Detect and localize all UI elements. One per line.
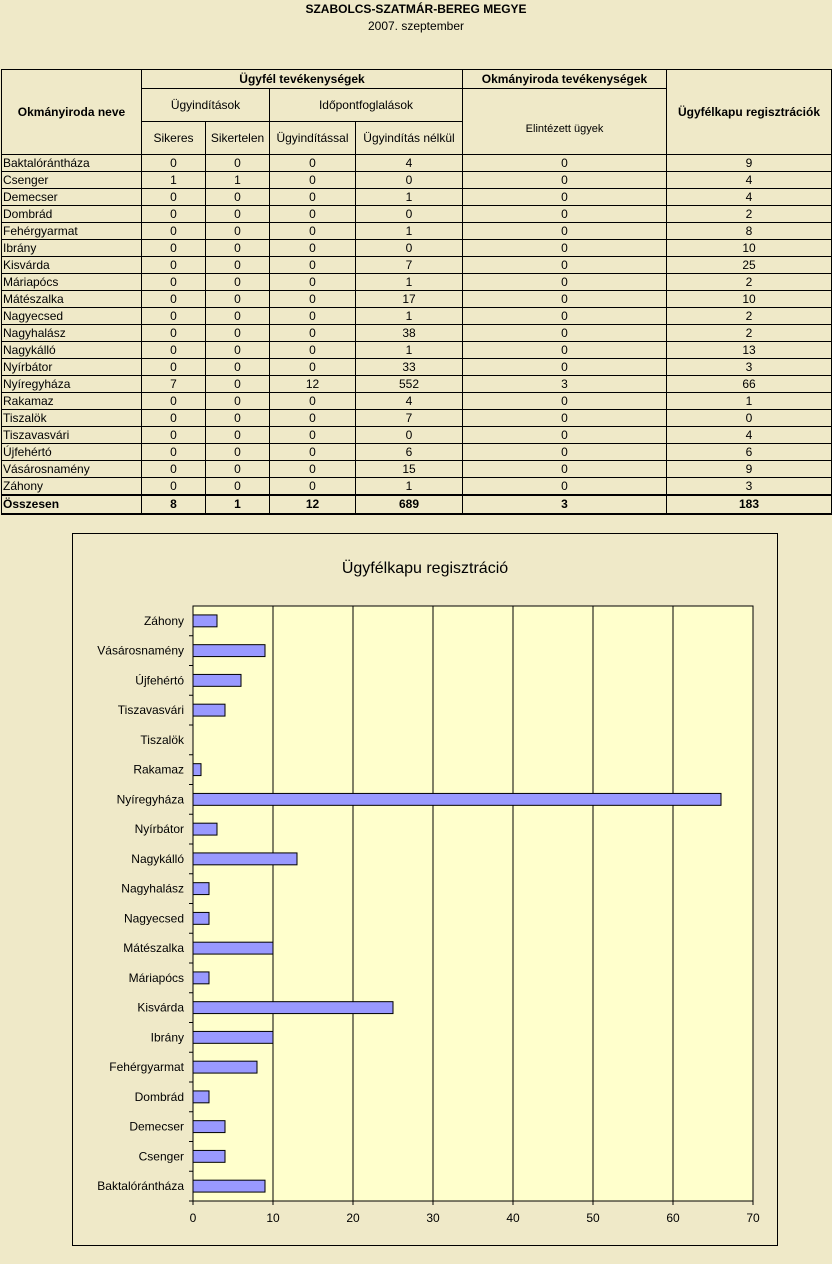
- y-tick-label: Ibrány: [150, 1030, 184, 1045]
- table-row: [2, 291, 832, 308]
- cell-sikertelen: 0: [206, 461, 270, 478]
- cell-elintezett: 0: [463, 206, 667, 223]
- bar: [193, 912, 209, 924]
- y-tick-label: Tiszalök: [140, 732, 184, 747]
- cell-ugyinditas-nelkul: 0: [356, 172, 463, 189]
- row-name: Rakamaz: [2, 393, 142, 410]
- total-cell-ugyinditassal: 12: [270, 495, 356, 514]
- cell-ugyinditas-nelkul: 6: [356, 444, 463, 461]
- cell-ugyfelkapu: 66: [667, 376, 832, 393]
- cell-elintezett: 0: [463, 461, 667, 478]
- col-header-ugyfelkapu: Ügyfélkapu regisztrációk: [667, 70, 832, 155]
- table-row: [2, 274, 832, 291]
- page-title: SZABOLCS-SZATMÁR-BEREG MEGYE: [305, 2, 527, 16]
- table-row: [2, 359, 832, 376]
- cell-ugyfelkapu: 2: [667, 206, 832, 223]
- cell-sikeres: 0: [142, 189, 206, 206]
- cell-elintezett: 0: [463, 274, 667, 291]
- bar: [193, 1180, 265, 1192]
- cell-ugyinditas-nelkul: 0: [356, 240, 463, 257]
- bar: [193, 1091, 209, 1103]
- y-tick-label: Nagyecsed: [123, 911, 184, 926]
- bar: [193, 1150, 225, 1162]
- cell-ugyfelkapu: 6: [667, 444, 832, 461]
- cell-ugyinditassal: 0: [270, 325, 356, 342]
- cell-elintezett: 0: [463, 291, 667, 308]
- bar: [193, 704, 225, 716]
- cell-ugyinditassal: 0: [270, 240, 356, 257]
- cell-elintezett: 0: [463, 223, 667, 240]
- cell-ugyinditas-nelkul: 15: [356, 461, 463, 478]
- cell-sikeres: 0: [142, 478, 206, 496]
- row-name: Fehérgyarmat: [2, 223, 142, 240]
- row-name: Dombrád: [2, 206, 142, 223]
- cell-sikeres: 0: [142, 461, 206, 478]
- cell-sikeres: 0: [142, 325, 206, 342]
- cell-ugyinditas-nelkul: 1: [356, 274, 463, 291]
- total-label: Összesen: [2, 495, 142, 514]
- cell-sikeres: 0: [142, 308, 206, 325]
- x-tick-label: 30: [426, 1211, 440, 1225]
- cell-ugyfelkapu: 8: [667, 223, 832, 240]
- cell-ugyinditas-nelkul: 17: [356, 291, 463, 308]
- bar-chart: [73, 534, 777, 1245]
- table-row: [2, 240, 832, 257]
- cell-ugyinditassal: 0: [270, 206, 356, 223]
- cell-sikeres: 0: [142, 223, 206, 240]
- x-tick-label: 50: [586, 1211, 600, 1225]
- table-row: [2, 478, 832, 496]
- cell-ugyinditassal: 0: [270, 155, 356, 172]
- cell-elintezett: 0: [463, 240, 667, 257]
- cell-ugyinditas-nelkul: 552: [356, 376, 463, 393]
- table-row: [2, 308, 832, 325]
- cell-ugyinditassal: 0: [270, 291, 356, 308]
- x-tick-label: 0: [189, 1211, 197, 1225]
- cell-elintezett: 0: [463, 393, 667, 410]
- cell-sikeres: 0: [142, 359, 206, 376]
- group-header-ugyfel: Ügyfél tevékenységek: [142, 70, 463, 89]
- cell-ugyinditas-nelkul: 7: [356, 410, 463, 427]
- cell-sikeres: 0: [142, 444, 206, 461]
- row-name: Ibrány: [2, 240, 142, 257]
- y-tick-label: Rakamaz: [133, 762, 184, 777]
- y-tick-label: Dombrád: [134, 1089, 184, 1104]
- total-cell-sikeres: 8: [142, 495, 206, 514]
- cell-sikeres: 0: [142, 410, 206, 427]
- cell-ugyfelkapu: 3: [667, 359, 832, 376]
- table-row: [2, 189, 832, 206]
- row-name: Tiszalök: [2, 410, 142, 427]
- cell-ugyfelkapu: 1: [667, 393, 832, 410]
- group-header-okmanyiroda: Okmányiroda tevékenységek: [463, 70, 667, 89]
- page-subtitle: 2007. szeptember: [367, 19, 465, 33]
- cell-sikertelen: 0: [206, 342, 270, 359]
- table-row: [2, 257, 832, 274]
- cell-sikertelen: 0: [206, 240, 270, 257]
- y-tick-label: Mátészalka: [123, 941, 184, 956]
- cell-ugyinditassal: 0: [270, 223, 356, 240]
- bar: [193, 972, 209, 984]
- cell-ugyinditassal: 0: [270, 257, 356, 274]
- row-name: Máriapócs: [2, 274, 142, 291]
- table-row: [2, 376, 832, 393]
- plot-area: [193, 606, 753, 1201]
- cell-ugyinditas-nelkul: 4: [356, 393, 463, 410]
- col-header-ugyinditas-nelkul: Ügyindítás nélkül: [356, 122, 463, 155]
- cell-sikertelen: 0: [206, 359, 270, 376]
- table-row: [2, 393, 832, 410]
- cell-ugyinditassal: 0: [270, 461, 356, 478]
- cell-sikeres: 0: [142, 257, 206, 274]
- cell-sikertelen: 0: [206, 155, 270, 172]
- cell-ugyfelkapu: 2: [667, 325, 832, 342]
- cell-ugyfelkapu: 10: [667, 291, 832, 308]
- cell-ugyinditas-nelkul: 33: [356, 359, 463, 376]
- table-row: [2, 461, 832, 478]
- y-tick-label: Nagykálló: [131, 851, 184, 866]
- cell-elintezett: 0: [463, 308, 667, 325]
- row-name: Csenger: [2, 172, 142, 189]
- bar: [193, 853, 297, 865]
- col-header-sikeres: Sikeres: [142, 122, 206, 155]
- cell-ugyinditassal: 0: [270, 359, 356, 376]
- cell-ugyfelkapu: 2: [667, 274, 832, 291]
- cell-sikertelen: 0: [206, 376, 270, 393]
- row-name: Újfehértó: [2, 444, 142, 461]
- cell-elintezett: 0: [463, 325, 667, 342]
- y-tick-label: Nagyhalász: [121, 881, 184, 896]
- y-tick-label: Baktalórántháza: [97, 1179, 184, 1194]
- cell-ugyinditassal: 0: [270, 342, 356, 359]
- cell-elintezett: 0: [463, 155, 667, 172]
- col-header-elintezett: Elintézett ügyek: [463, 89, 667, 155]
- cell-ugyfelkapu: 4: [667, 172, 832, 189]
- cell-ugyinditas-nelkul: 4: [356, 155, 463, 172]
- cell-elintezett: 3: [463, 376, 667, 393]
- cell-sikeres: 0: [142, 155, 206, 172]
- cell-ugyfelkapu: 2: [667, 308, 832, 325]
- row-name: Baktalórántháza: [2, 155, 142, 172]
- cell-elintezett: 0: [463, 444, 667, 461]
- cell-sikertelen: 0: [206, 206, 270, 223]
- cell-ugyinditassal: 0: [270, 172, 356, 189]
- data-table: [1, 69, 832, 515]
- chart-title: Ügyfélkapu regisztráció: [341, 560, 509, 577]
- table-row: [2, 342, 832, 359]
- table-row: [2, 223, 832, 240]
- cell-elintezett: 0: [463, 359, 667, 376]
- cell-ugyinditassal: 0: [270, 274, 356, 291]
- cell-ugyinditas-nelkul: 38: [356, 325, 463, 342]
- bar: [193, 883, 209, 895]
- cell-ugyfelkapu: 13: [667, 342, 832, 359]
- cell-ugyinditas-nelkul: 1: [356, 223, 463, 240]
- col-header-sikertelen: Sikertelen: [206, 122, 270, 155]
- row-name: Tiszavasvári: [2, 427, 142, 444]
- table-row: [2, 427, 832, 444]
- cell-ugyinditassal: 0: [270, 444, 356, 461]
- cell-sikertelen: 0: [206, 257, 270, 274]
- x-tick-label: 10: [266, 1211, 280, 1225]
- cell-ugyfelkapu: 3: [667, 478, 832, 496]
- y-tick-label: Csenger: [138, 1149, 184, 1164]
- cell-ugyinditassal: 0: [270, 393, 356, 410]
- cell-sikeres: 0: [142, 274, 206, 291]
- cell-sikertelen: 0: [206, 393, 270, 410]
- table-row: [2, 444, 832, 461]
- cell-sikertelen: 0: [206, 308, 270, 325]
- cell-sikertelen: 0: [206, 325, 270, 342]
- cell-ugyfelkapu: 10: [667, 240, 832, 257]
- bar: [193, 764, 201, 776]
- bar: [193, 1061, 257, 1073]
- cell-sikertelen: 0: [206, 410, 270, 427]
- row-name: Nyíregyháza: [2, 376, 142, 393]
- cell-elintezett: 0: [463, 172, 667, 189]
- bar: [193, 1031, 273, 1043]
- row-name: Záhony: [2, 478, 142, 496]
- cell-ugyinditassal: 0: [270, 410, 356, 427]
- cell-ugyinditassal: 0: [270, 308, 356, 325]
- cell-sikeres: 0: [142, 291, 206, 308]
- bar: [193, 615, 217, 627]
- row-name: Nagykálló: [2, 342, 142, 359]
- cell-elintezett: 0: [463, 410, 667, 427]
- cell-sikeres: 0: [142, 342, 206, 359]
- cell-elintezett: 0: [463, 342, 667, 359]
- cell-elintezett: 0: [463, 189, 667, 206]
- cell-sikeres: 0: [142, 427, 206, 444]
- table-row: [2, 410, 832, 427]
- y-tick-label: Újfehértó: [135, 673, 184, 688]
- bar: [193, 1002, 393, 1014]
- bar: [193, 674, 241, 686]
- cell-ugyinditas-nelkul: 0: [356, 206, 463, 223]
- cell-ugyinditas-nelkul: 1: [356, 342, 463, 359]
- y-tick-label: Demecser: [129, 1119, 184, 1134]
- row-name: Kisvárda: [2, 257, 142, 274]
- cell-ugyinditassal: 0: [270, 427, 356, 444]
- y-tick-label: Záhony: [143, 613, 184, 628]
- row-name: Mátészalka: [2, 291, 142, 308]
- x-tick-label: 20: [346, 1211, 360, 1225]
- cell-elintezett: 0: [463, 427, 667, 444]
- total-cell-ugyinditas-nelkul: 689: [356, 495, 463, 514]
- row-name: Nyírbátor: [2, 359, 142, 376]
- cell-sikertelen: 1: [206, 172, 270, 189]
- col-header-name: Okmányiroda neve: [2, 70, 142, 155]
- row-name: Vásárosnamény: [2, 461, 142, 478]
- bar: [193, 823, 217, 835]
- cell-ugyfelkapu: 4: [667, 189, 832, 206]
- cell-elintezett: 0: [463, 478, 667, 496]
- cell-sikertelen: 0: [206, 478, 270, 496]
- cell-ugyfelkapu: 9: [667, 461, 832, 478]
- cell-sikertelen: 0: [206, 444, 270, 461]
- cell-ugyfelkapu: 25: [667, 257, 832, 274]
- y-tick-label: Kisvárda: [137, 1000, 184, 1015]
- cell-ugyinditas-nelkul: 1: [356, 478, 463, 496]
- cell-sikertelen: 0: [206, 427, 270, 444]
- cell-ugyfelkapu: 0: [667, 410, 832, 427]
- total-cell-sikertelen: 1: [206, 495, 270, 514]
- cell-sikertelen: 0: [206, 223, 270, 240]
- row-name: Nagyhalász: [2, 325, 142, 342]
- cell-ugyinditas-nelkul: 1: [356, 308, 463, 325]
- sub-header-idopont: Időpontfoglalások: [270, 89, 463, 122]
- bar: [193, 645, 265, 657]
- table-row: [2, 172, 832, 189]
- cell-sikeres: 1: [142, 172, 206, 189]
- table-row: [2, 206, 832, 223]
- cell-ugyinditassal: 0: [270, 478, 356, 496]
- bar: [193, 942, 273, 954]
- y-tick-label: Máriapócs: [128, 970, 184, 985]
- col-header-ugyinditassal: Ügyindítással: [270, 122, 356, 155]
- x-tick-label: 60: [666, 1211, 680, 1225]
- cell-sikertelen: 0: [206, 291, 270, 308]
- cell-ugyinditassal: 12: [270, 376, 356, 393]
- table-total-row: [2, 495, 832, 514]
- cell-sikeres: 0: [142, 206, 206, 223]
- row-name: Demecser: [2, 189, 142, 206]
- cell-ugyinditas-nelkul: 7: [356, 257, 463, 274]
- table-row: [2, 155, 832, 172]
- cell-ugyinditassal: 0: [270, 189, 356, 206]
- cell-sikertelen: 0: [206, 274, 270, 291]
- chart-container: [72, 533, 778, 1246]
- y-tick-label: Nyírbátor: [134, 822, 184, 837]
- cell-ugyfelkapu: 4: [667, 427, 832, 444]
- row-name: Nagyecsed: [2, 308, 142, 325]
- x-tick-label: 70: [746, 1211, 760, 1225]
- y-tick-label: Tiszavasvári: [117, 703, 184, 718]
- cell-sikeres: 0: [142, 240, 206, 257]
- cell-elintezett: 0: [463, 257, 667, 274]
- bar: [193, 793, 721, 805]
- cell-sikeres: 7: [142, 376, 206, 393]
- cell-ugyinditas-nelkul: 0: [356, 427, 463, 444]
- table-row: [2, 325, 832, 342]
- cell-sikeres: 0: [142, 393, 206, 410]
- y-tick-label: Fehérgyarmat: [109, 1060, 184, 1075]
- bar: [193, 1121, 225, 1133]
- cell-ugyfelkapu: 9: [667, 155, 832, 172]
- x-tick-label: 40: [506, 1211, 520, 1225]
- total-cell-ugyfelkapu: 183: [667, 495, 832, 514]
- y-tick-label: Vásárosnamény: [97, 643, 184, 658]
- y-tick-label: Nyíregyháza: [116, 792, 184, 807]
- total-cell-elintezett: 3: [463, 495, 667, 514]
- sub-header-ugyinditasok: Ügyindítások: [142, 89, 270, 122]
- cell-sikertelen: 0: [206, 189, 270, 206]
- cell-ugyinditas-nelkul: 1: [356, 189, 463, 206]
